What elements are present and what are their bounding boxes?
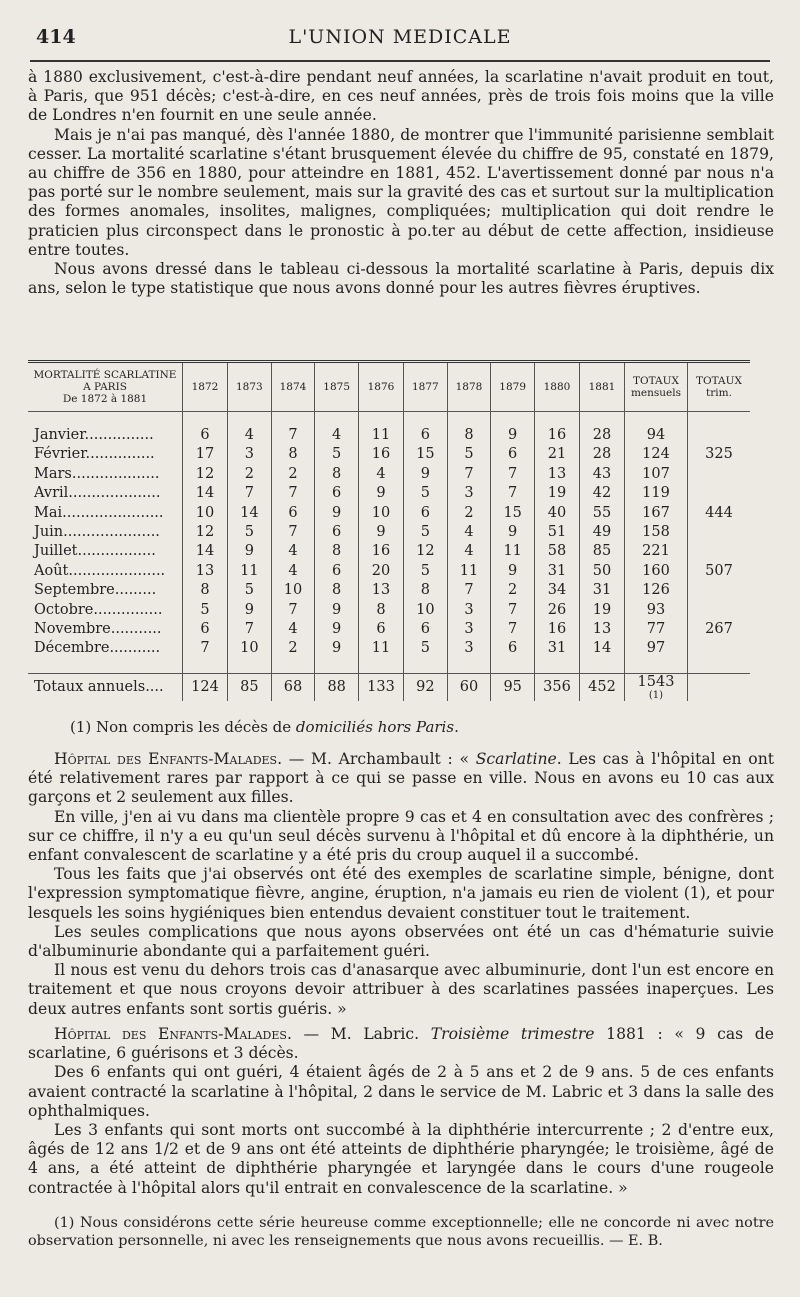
grand-total-cell: [625, 673, 688, 701]
monthly-total: 119: [625, 484, 688, 503]
value-cell: 7: [491, 484, 535, 503]
value-cell: 4: [271, 620, 315, 639]
intro-paragraph: à 1880 exclusivement, c'est-à-dire pendant neuf années, la scarlatine n'avait produit en tout, à Paris, que 951 décès; c'est-à-dire, en ces neuf années, près de trois fois moins que la ville de Londres n'en fournit en une seule année.: [28, 68, 774, 125]
value-cell: 2: [271, 465, 315, 484]
quarterly-total: 325: [705, 446, 733, 463]
value-cell: 7: [447, 581, 491, 600]
month-label: Novembre...........: [28, 620, 183, 639]
monthly-total: 107: [625, 465, 688, 484]
value-cell: 4: [271, 562, 315, 581]
monthly-total: 94: [625, 426, 688, 445]
table-footnote: (1) Non compris les décès de domiciliés hors Paris.: [70, 718, 459, 736]
table-row: [28, 639, 750, 658]
year-header: 1880: [535, 363, 580, 412]
month-label: Août.....................: [28, 562, 183, 581]
value-cell: 5: [227, 523, 271, 542]
value-cell: 31: [535, 562, 580, 581]
value-cell: 9: [403, 465, 447, 484]
value-cell: 55: [579, 504, 624, 523]
value-cell: 50: [579, 562, 624, 581]
value-cell: 20: [359, 562, 404, 581]
value-cell: 6: [315, 484, 359, 503]
value-cell: 7: [183, 639, 228, 658]
value-cell: 58: [535, 542, 580, 561]
value-cell: 8: [315, 581, 359, 600]
value-cell: 9: [315, 601, 359, 620]
monthly-total: 77: [625, 620, 688, 639]
monthly-total-header: TOTAUX mensuels: [625, 363, 688, 412]
value-cell: 9: [359, 523, 404, 542]
value-cell: 19: [535, 484, 580, 503]
value-cell: 14: [183, 542, 228, 561]
value-cell: 19: [579, 601, 624, 620]
section-labric: [28, 1025, 774, 1198]
mortality-table: [28, 360, 750, 701]
value-cell: 6: [403, 504, 447, 523]
table-row: [28, 620, 750, 639]
value-cell: 6: [315, 562, 359, 581]
value-cell: 3: [447, 639, 491, 658]
month-label: Janvier...............: [28, 426, 183, 445]
spacer-row: [28, 412, 750, 427]
year-header: 1874: [271, 363, 315, 412]
value-cell: 2: [447, 504, 491, 523]
month-label: Octobre...............: [28, 601, 183, 620]
value-cell: 49: [579, 523, 624, 542]
value-cell: 5: [227, 581, 271, 600]
value-cell: 40: [535, 504, 580, 523]
value-cell: 7: [271, 426, 315, 445]
value-cell: 17: [183, 445, 228, 464]
table-footnote-italic: domiciliés hors Paris: [295, 718, 455, 736]
value-cell: 5: [403, 523, 447, 542]
month-label: Décembre...........: [28, 639, 183, 658]
value-cell: 9: [315, 620, 359, 639]
page-footnote: [28, 1214, 774, 1251]
value-cell: 4: [271, 542, 315, 561]
value-cell: 8: [359, 601, 404, 620]
monthly-total: 124: [625, 445, 688, 464]
value-cell: 16: [535, 620, 580, 639]
section-paragraph: Il nous est venu du dehors trois cas d'anasarque avec albuminurie, dont l'un est encore en traitement et que nous croyons devoir attribuer à des scarlatines passées inaperçues. Les deux autres enfants sont sortis guéris. »: [28, 961, 774, 1018]
section-paragraph: Des 6 enfants qui ont guéri, 4 étaient âgés de 2 à 5 ans et 2 de 9 ans. 5 de ces enfants avaient contracté la scarlatine à l'hôpital, 2 dans le service de M. Labric et 3 dans la salle des ophthalmiques.: [28, 1063, 774, 1120]
total-cell: 124: [183, 673, 228, 701]
value-cell: 43: [579, 465, 624, 484]
value-cell: 6: [315, 523, 359, 542]
value-cell: 9: [315, 504, 359, 523]
value-cell: 21: [535, 445, 580, 464]
value-cell: 9: [491, 426, 535, 445]
month-label: Avril....................: [28, 484, 183, 503]
month-label: Septembre.........: [28, 581, 183, 600]
section-heading: Hôpital des Enfants-Malades.: [54, 750, 283, 768]
footnote-signature: E. B.: [628, 1233, 663, 1250]
monthly-total: 160: [625, 562, 688, 581]
month-label: Mai......................: [28, 504, 183, 523]
total-cell: 452: [579, 673, 624, 701]
value-cell: 10: [271, 581, 315, 600]
value-cell: 2: [491, 581, 535, 600]
value-cell: 42: [579, 484, 624, 503]
value-cell: 13: [183, 562, 228, 581]
monthly-total: 97: [625, 639, 688, 658]
value-cell: 34: [535, 581, 580, 600]
section-heading: Hôpital des Enfants-Malades.: [54, 1025, 292, 1043]
quarterly-total: [688, 581, 751, 600]
value-cell: 11: [227, 562, 271, 581]
section-paragraph: Tous les faits que j'ai observés ont été des exemples de scarlatine simple, bénigne, dont l'expression symptomatique fièvre, angine, éruption, n'a jamais eu rien de violent (1), et pour lesquels les soins hygiéniques bien entendus devaient constituer tout le traitement.: [28, 865, 774, 922]
value-cell: 5: [403, 484, 447, 503]
value-cell: 12: [183, 523, 228, 542]
value-cell: 3: [227, 445, 271, 464]
value-cell: 14: [183, 484, 228, 503]
year-header: 1879: [491, 363, 535, 412]
value-cell: 10: [403, 601, 447, 620]
table-title-cell: [28, 363, 183, 412]
value-cell: 6: [183, 426, 228, 445]
quarterly-total: [688, 542, 751, 561]
intro-paragraph: Mais je n'ai pas manqué, dès l'année 1880, de montrer que l'immunité parisienne semblait cesser. La mortalité scarlatine s'étant brusquement élevée du chiffre de 95, constaté en 1879, au chiffre de 356 en 1880, pour atteindre en 1881, 452. L'avertissement donné par nous n'a pas porté sur le nombre seulement, mais sur la gravité des cas et surtout sur la multiplication des formes anomales, insolites, malignes, compliquées; multiplication qui doit rendre le praticien plus circonspect dans le pronostic à po.ter au début de cette affection, insidieuse entre toutes.: [28, 125, 774, 259]
table-period: De 1872 à 1881: [62, 393, 148, 405]
quarterly-total: [688, 484, 751, 503]
section-paragraph: En ville, j'en ai vu dans ma clientèle propre 9 cas et 4 en consultation avec des confrères ; sur ce chiffre, il n'y a eu qu'un seul décès survenu à l'hôpital et dû encore à la diphthérie, un enfant convalescent de scarlatine y a été pris du croup auquel il a succombé.: [28, 807, 774, 865]
total-cell: 356: [535, 673, 580, 701]
value-cell: 7: [491, 620, 535, 639]
value-cell: 8: [403, 581, 447, 600]
value-cell: 31: [535, 639, 580, 658]
value-cell: 7: [491, 465, 535, 484]
section-paragraph: Les 3 enfants qui sont morts ont succombé à la diphthérie intercurrente ; 2 d'entre eux, âgés de 12 ans 1/2 et de 9 ans ont été atteints de diphthérie pharyngée; le troisième, âgé de 4 ans, a été atteint de diphthérie pharyngée et laryngée dans le cours d'une rougeole contractée à l'hôpital alors qu'il entrait en convalescence de la scarlatine. »: [28, 1121, 774, 1197]
grand-total: 1543: [637, 673, 675, 690]
value-cell: 9: [491, 523, 535, 542]
year-header: 1875: [315, 363, 359, 412]
year-header: 1872: [183, 363, 228, 412]
value-cell: 4: [227, 426, 271, 445]
quarterly-total: [688, 426, 751, 445]
value-cell: 31: [579, 581, 624, 600]
value-cell: 6: [491, 639, 535, 658]
total-cell: 92: [403, 673, 447, 701]
table-row: [28, 542, 750, 561]
value-cell: 2: [271, 639, 315, 658]
value-cell: 12: [403, 542, 447, 561]
month-label: Juin.....................: [28, 523, 183, 542]
value-cell: 6: [403, 426, 447, 445]
value-cell: 7: [271, 523, 315, 542]
value-cell: 26: [535, 601, 580, 620]
value-cell: 14: [227, 504, 271, 523]
value-cell: 13: [535, 465, 580, 484]
quarterly-total-header: TOTAUX trim.: [688, 363, 751, 412]
value-cell: 16: [359, 445, 404, 464]
month-label: Mars...................: [28, 465, 183, 484]
value-cell: 4: [447, 542, 491, 561]
value-cell: 16: [359, 542, 404, 561]
monthly-total: 167: [625, 504, 688, 523]
total-cell: 85: [227, 673, 271, 701]
total-cell: 133: [359, 673, 404, 701]
monthly-total: 93: [625, 601, 688, 620]
spacer-row: [28, 659, 750, 674]
value-cell: 51: [535, 523, 580, 542]
value-cell: 6: [359, 620, 404, 639]
table-row: [28, 445, 750, 464]
value-cell: 10: [227, 639, 271, 658]
value-cell: 3: [447, 620, 491, 639]
quarterly-total: [688, 465, 751, 484]
table-subtitle: A PARIS: [83, 381, 127, 393]
section-lead-paragraph: Hôpital des Enfants-Malades. — M. Archambault : « Scarlatine. Les cas à l'hôpital en ont été relativement rares par rapport à ce qui se passe en ville. Nous en avons eu 10 cas aux garçons et 2 seulement aux filles.: [28, 750, 774, 807]
quarterly-total: [688, 639, 751, 658]
year-header: 1877: [403, 363, 447, 412]
table-title: MORTALITÉ SCARLATINE: [33, 369, 177, 381]
value-cell: 5: [403, 562, 447, 581]
value-cell: 8: [271, 445, 315, 464]
monthly-total: 158: [625, 523, 688, 542]
value-cell: 16: [535, 426, 580, 445]
table-row: [28, 562, 750, 581]
value-cell: 11: [447, 562, 491, 581]
value-cell: 4: [447, 523, 491, 542]
value-cell: 10: [359, 504, 404, 523]
section-paragraph: Les seules complications que nous ayons observées ont été un cas d'hématurie suivie d'albuminurie abondante qui a parfaitement guéri.: [28, 922, 774, 961]
value-cell: 28: [579, 426, 624, 445]
footnote-text: (1) Nous considérons cette série heureuse comme exceptionnelle; elle ne concorde ni avec notre observation personnelle, ni avec les renseignements que nous avons recueillis. —: [28, 1215, 774, 1250]
quarterly-total: 444: [705, 504, 733, 521]
value-cell: 9: [491, 562, 535, 581]
year-header: 1876: [359, 363, 404, 412]
value-cell: 6: [403, 620, 447, 639]
value-cell: 3: [447, 601, 491, 620]
value-cell: 13: [359, 581, 404, 600]
value-cell: 4: [315, 426, 359, 445]
table-row: [28, 523, 750, 542]
running-title: L'UNION MEDICALE: [288, 26, 512, 48]
total-cell: 88: [315, 673, 359, 701]
section-archambault: [28, 750, 774, 1019]
value-cell: 13: [579, 620, 624, 639]
value-cell: 8: [315, 465, 359, 484]
value-cell: 8: [447, 426, 491, 445]
quarterly-total: [688, 601, 751, 620]
value-cell: 5: [403, 639, 447, 658]
value-cell: 15: [491, 504, 535, 523]
value-cell: 6: [491, 445, 535, 464]
table-body: [28, 412, 750, 659]
totals-row: [28, 673, 750, 701]
month-label: Février...............: [28, 445, 183, 464]
value-cell: 7: [447, 465, 491, 484]
totals-label: Totaux annuels....: [28, 673, 183, 701]
value-cell: 10: [183, 504, 228, 523]
value-cell: 7: [271, 484, 315, 503]
header-rule: [30, 60, 770, 62]
month-label: Juillet.................: [28, 542, 183, 561]
value-cell: 7: [227, 484, 271, 503]
year-header: 1878: [447, 363, 491, 412]
value-cell: 9: [227, 601, 271, 620]
grand-total-note: (1): [648, 689, 664, 701]
total-cell: 60: [447, 673, 491, 701]
monthly-total: 221: [625, 542, 688, 561]
value-cell: 2: [227, 465, 271, 484]
year-header: 1881: [579, 363, 624, 412]
value-cell: 3: [447, 484, 491, 503]
value-cell: 5: [315, 445, 359, 464]
value-cell: 8: [315, 542, 359, 561]
value-cell: 15: [403, 445, 447, 464]
total-cell: 95: [491, 673, 535, 701]
table-row: [28, 426, 750, 445]
quarterly-total: [688, 523, 751, 542]
value-cell: 9: [227, 542, 271, 561]
value-cell: 5: [183, 601, 228, 620]
value-cell: 5: [447, 445, 491, 464]
intro-text: [28, 68, 774, 298]
intro-paragraph: Nous avons dressé dans le tableau ci-dessous la mortalité scarlatine à Paris, depuis dix ans, selon le type statistique que nous avons donné pour les autres fièvres éruptives.: [28, 260, 774, 298]
table-row: [28, 465, 750, 484]
monthly-total: 126: [625, 581, 688, 600]
value-cell: 7: [491, 601, 535, 620]
table-row: [28, 484, 750, 503]
year-header: 1873: [227, 363, 271, 412]
section-lead-paragraph: Hôpital des Enfants-Malades. — M. Labric. Troisième trimestre 1881 : « 9 cas de scarlatine, 6 guérisons et 3 décès.: [28, 1025, 774, 1063]
value-cell: 7: [227, 620, 271, 639]
table-row: [28, 601, 750, 620]
value-cell: 6: [271, 504, 315, 523]
value-cell: 4: [359, 465, 404, 484]
page-header: [30, 20, 770, 50]
total-cell: 68: [271, 673, 315, 701]
value-cell: 9: [315, 639, 359, 658]
value-cell: 28: [579, 445, 624, 464]
value-cell: 7: [271, 601, 315, 620]
quarterly-total: 267: [705, 621, 733, 638]
value-cell: 9: [359, 484, 404, 503]
table-row: [28, 504, 750, 523]
value-cell: 11: [491, 542, 535, 561]
table-header-row: [28, 363, 750, 412]
value-cell: 85: [579, 542, 624, 561]
page-number: 414: [36, 26, 76, 48]
value-cell: 11: [359, 639, 404, 658]
value-cell: 6: [183, 620, 228, 639]
value-cell: 12: [183, 465, 228, 484]
value-cell: 14: [579, 639, 624, 658]
table-row: [28, 581, 750, 600]
quarterly-total: 507: [705, 562, 733, 579]
value-cell: 8: [183, 581, 228, 600]
value-cell: 11: [359, 426, 404, 445]
